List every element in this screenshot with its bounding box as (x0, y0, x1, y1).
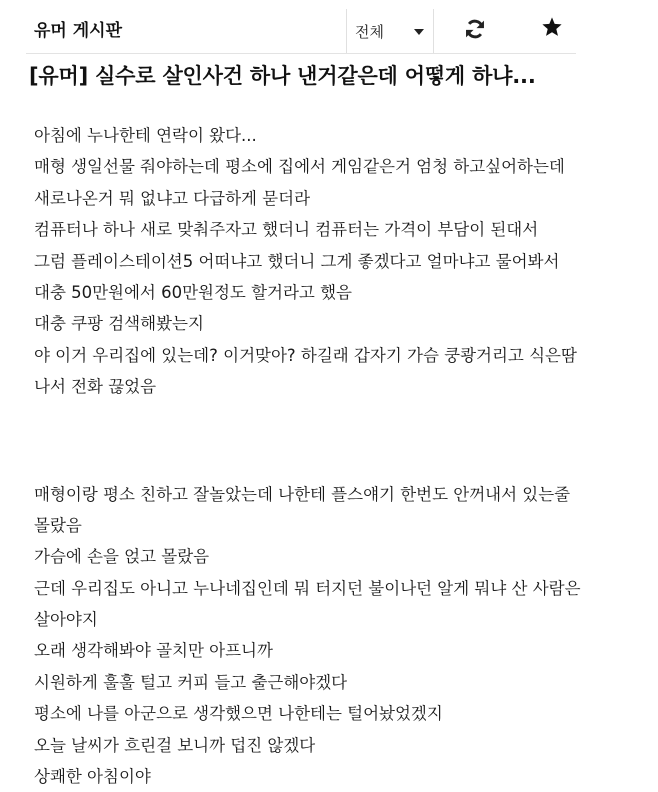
body-line: 새로나온거 뭐 없냐고 다급하게 묻더라 (34, 188, 311, 208)
body-line: 가슴에 손을 얹고 몰랐음 (34, 547, 210, 567)
star-icon (541, 16, 563, 38)
body-line: 나서 전화 끊었음 (34, 377, 157, 397)
body-line: 몰랐음 (34, 515, 82, 535)
header-divider (26, 53, 576, 54)
favorite-button[interactable] (534, 12, 570, 44)
body-line: 야 이거 우리집에 있는데? 이거맞아? 하길래 갑자기 가슴 쿵쾅거리고 식은땀 (34, 345, 577, 365)
body-line: 매형 생일선물 줘야하는데 평소에 집에서 게임같은거 엄청 하고싶어하는데 (34, 157, 565, 177)
category-filter-value: 전체 (355, 23, 384, 41)
body-line: 대충 50만원에서 60만원정도 할거라고 했음 (34, 282, 352, 302)
body-line: 상쾌한 아침이야 (34, 767, 151, 787)
body-line: 컴퓨터나 하나 새로 맞춰주자고 했더니 컴퓨터는 가격이 부담이 된대서 (34, 220, 539, 240)
post-body (34, 120, 646, 792)
board-name[interactable]: 유머 게시판 (34, 21, 123, 41)
body-line: 살아야지 (34, 610, 98, 630)
post-title: [유머] 실수로 살인사건 하나 낸거같은데 어떻게 하냐... (29, 64, 536, 88)
caret-down-icon (414, 29, 424, 35)
body-line: 대충 쿠팡 검색해봤는지 (34, 314, 204, 334)
category-filter-select[interactable] (346, 9, 434, 53)
body-line: 오늘 날씨가 흐린걸 보니까 덥진 않겠다 (34, 735, 316, 755)
body-line: 아침에 누나한테 연락이 왔다... (34, 126, 257, 145)
body-line: 매형이랑 평소 친하고 잘놀았는데 나한테 플스얘기 한번도 안꺼내서 있는줄 (34, 484, 571, 504)
body-line: 그럼 플레이스테이션5 어떠냐고 했더니 그게 좋겠다고 얼마냐고 물어봐서 (34, 251, 560, 271)
board-header (0, 0, 658, 58)
body-line: 근데 우리집도 아니고 누나네집인데 뭐 터지던 불이나던 알게 뭐냐 산 사람은 (34, 578, 581, 598)
body-line: 평소에 나를 아군으로 생각했으면 나한테는 털어놨었겠지 (34, 704, 443, 724)
body-line: 오래 생각해봐야 골치만 아프니까 (34, 641, 273, 661)
refresh-icon (464, 18, 486, 40)
refresh-button[interactable] (458, 14, 492, 44)
body-line: 시원하게 훌훌 털고 커피 들고 출근해야겠다 (34, 672, 348, 692)
paragraph-gap (34, 403, 646, 479)
